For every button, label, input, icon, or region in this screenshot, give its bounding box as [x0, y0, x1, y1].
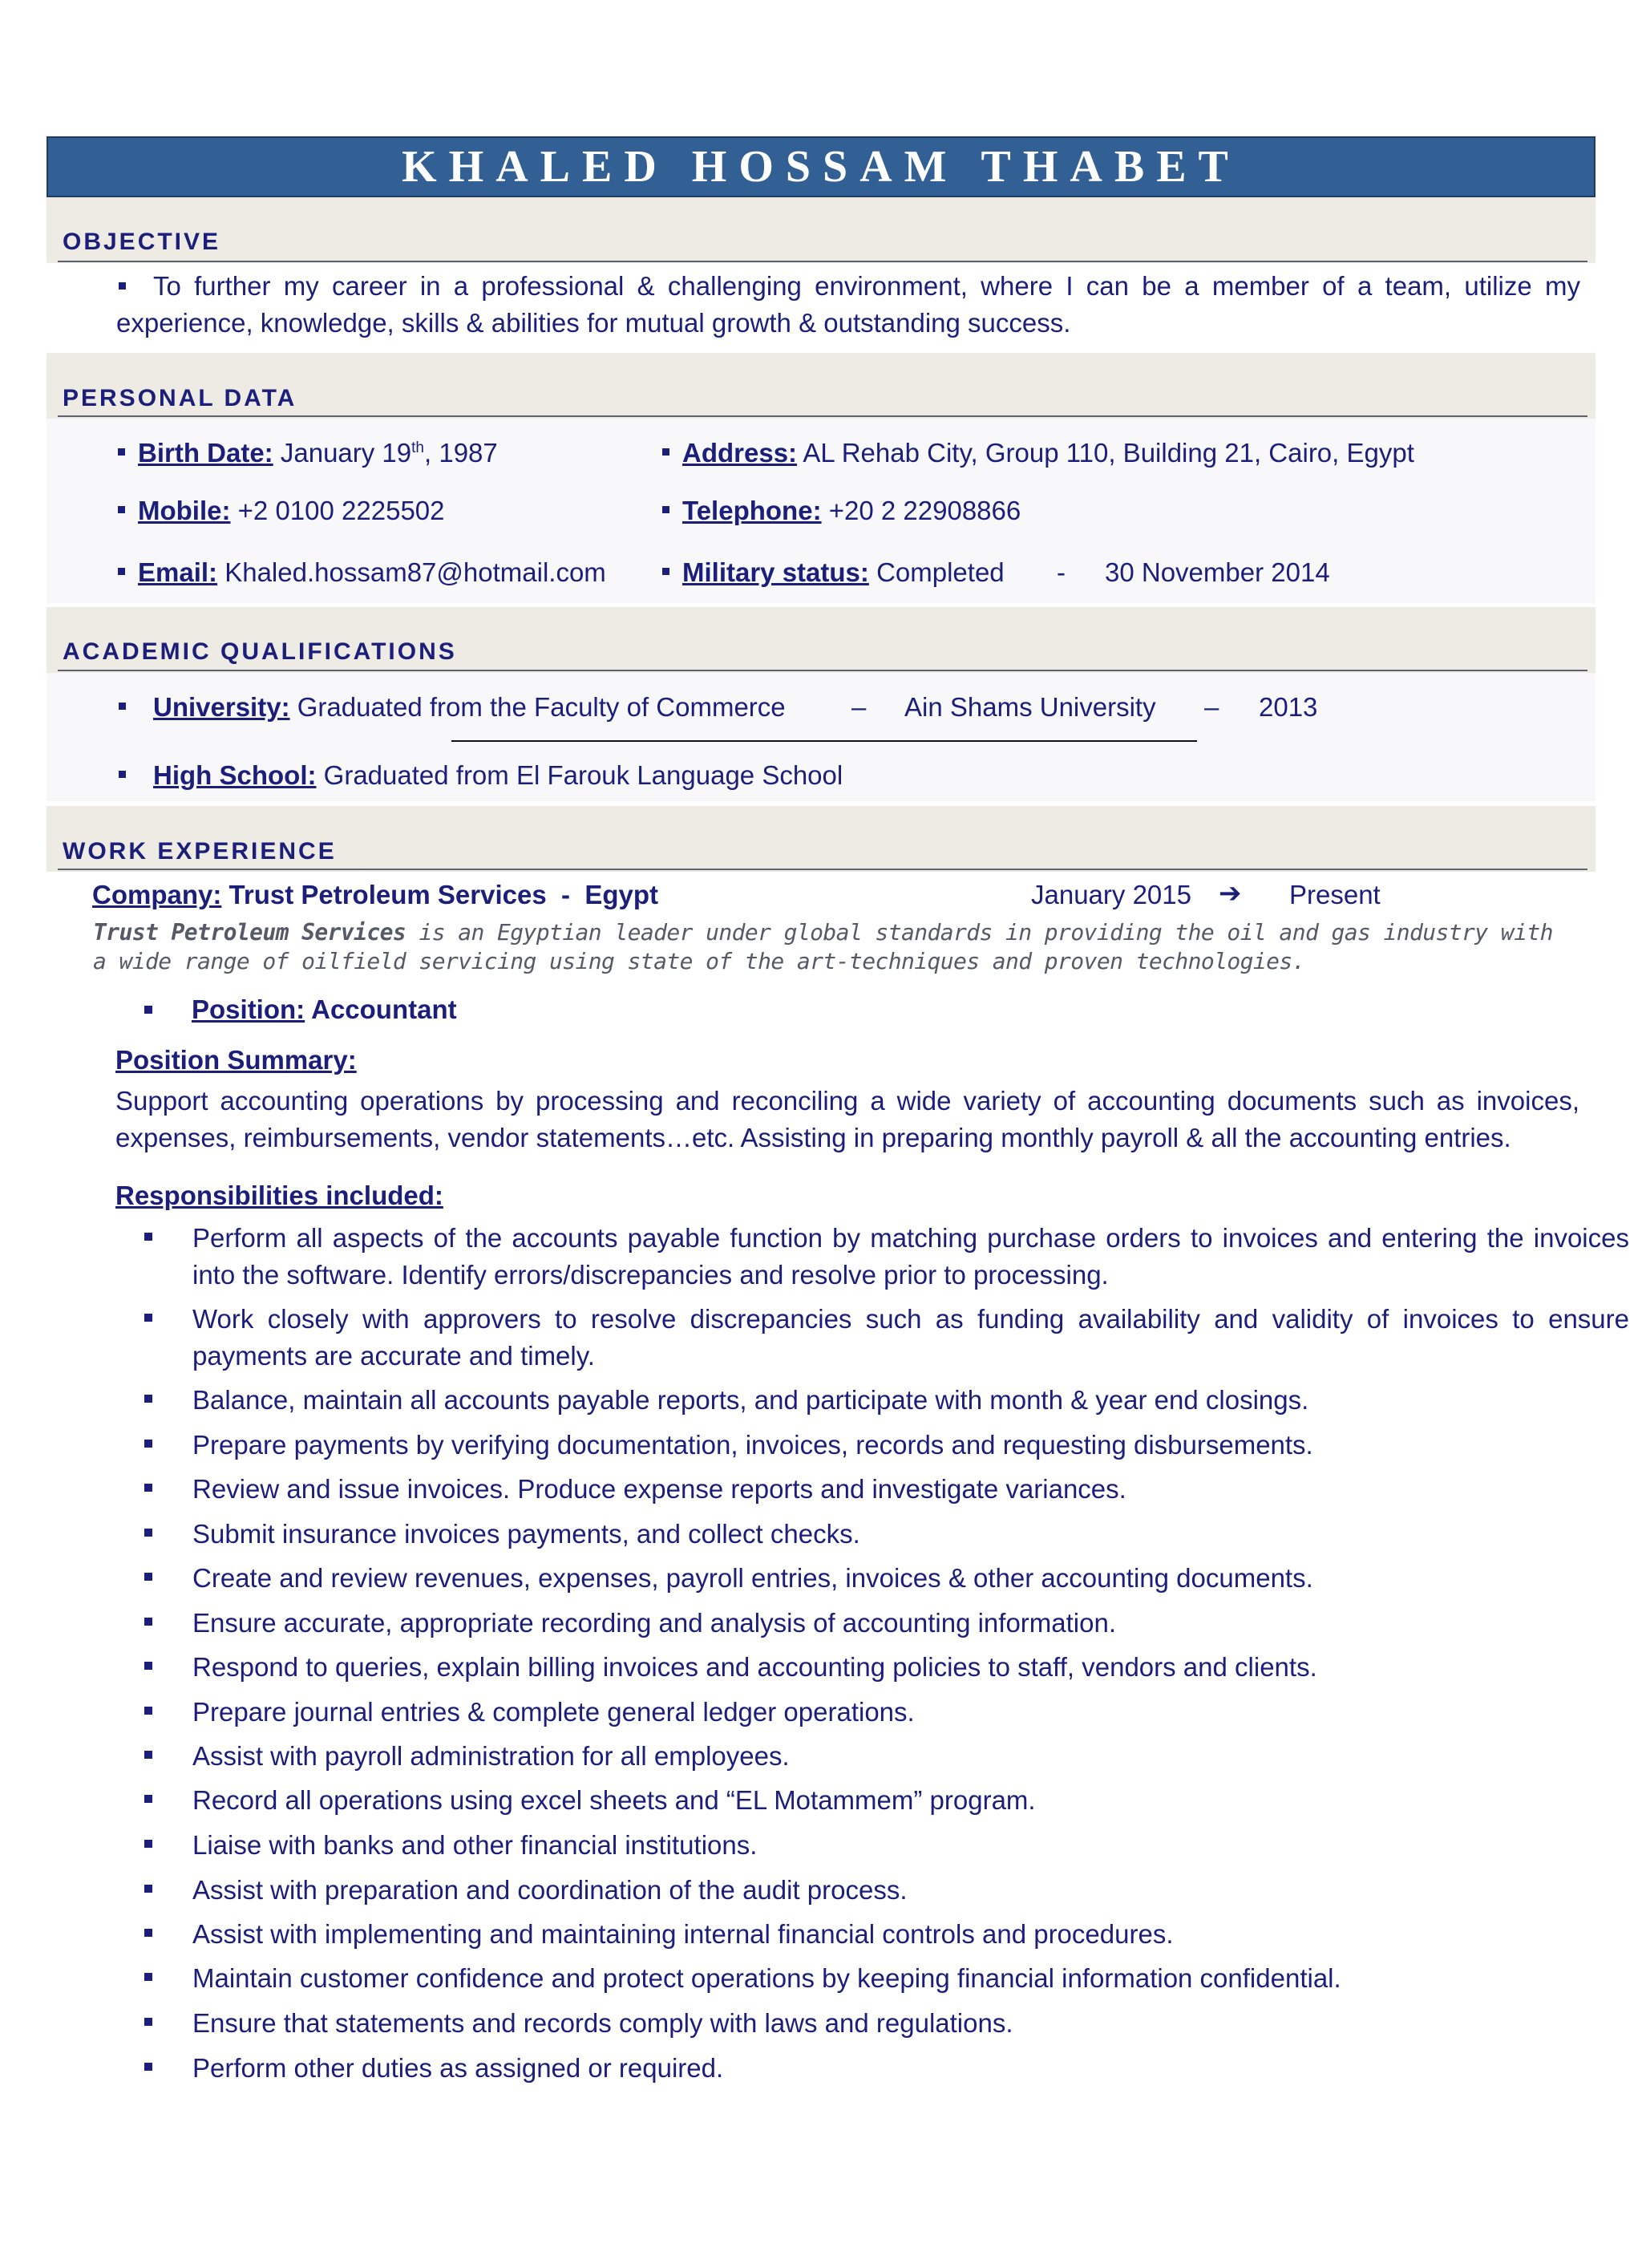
birth-sup: th: [411, 439, 424, 456]
position-label: Position:: [192, 994, 305, 1024]
military-value: Completed: [876, 557, 1005, 587]
responsibility-bullet: [144, 2063, 152, 2071]
responsibility-text: Ensure that statements and records comply with laws and regulations.: [192, 2008, 1013, 2038]
highschool-bullet: [119, 771, 126, 778]
company-value: Trust Petroleum Services - Egypt: [229, 880, 659, 909]
birth-bullet: [118, 448, 125, 456]
responsibility-text: Prepare payments by verifying documentation, invoices, records and requesting disbursements.: [192, 1430, 1313, 1460]
mobile-value: +2 0100 2225502: [237, 496, 445, 525]
responsibility-text: Assist with payroll administration for all employees.: [192, 1741, 790, 1771]
date-end: Present: [1289, 880, 1381, 909]
company-description: [93, 918, 1578, 976]
mobile-bullet: [118, 506, 125, 513]
university-bullet: [119, 703, 126, 710]
email-label: Email:: [138, 557, 218, 587]
mobile-label: Mobile:: [138, 496, 231, 525]
responsibility-bullet: [144, 1795, 152, 1803]
highschool-value: Graduated from El Farouk Language School: [323, 760, 843, 790]
academic-rule: [58, 670, 1587, 671]
high-school: [153, 760, 843, 791]
telephone-value: +20 2 22908866: [828, 496, 1021, 525]
military-status: [682, 557, 1005, 588]
responsibility-text: Perform all aspects of the accounts payable function by matching purchase orders to invoices and entering the invoices into the software. Identify errors/discrepancies and resolve prior to processing.: [192, 1223, 1629, 1290]
university: [153, 692, 786, 723]
work-rule: [58, 869, 1587, 870]
company-desc-bold: Trust Petroleum Services: [93, 919, 406, 946]
university-year: 2013: [1259, 692, 1318, 722]
responsibility-text: Ensure accurate, appropriate recording and analysis of accounting information.: [192, 1608, 1117, 1638]
responsibility-text: Create and review revenues, expenses, payroll entries, invoices & other accounting documents.: [192, 1563, 1313, 1593]
company-desc-rest: is an Egyptian leader under global standards in providing the oil and gas industry with a wide range of oilfield servicing using state of the art-techniques and proven technologies.: [93, 919, 1553, 974]
responsibility-bullet: [144, 1840, 152, 1848]
responsibility-text: Submit insurance invoices payments, and collect checks.: [192, 1519, 860, 1549]
responsibility-bullet: [144, 1751, 152, 1759]
address-value: AL Rehab City, Group 110, Building 21, Cairo, Egypt: [803, 438, 1414, 468]
military-bullet: [662, 568, 669, 575]
responsibility-text: Work closely with approvers to resolve discrepancies such as funding availability and validity of invoices to ensure payments are accurate and timely.: [192, 1304, 1629, 1371]
responsibility-bullet: [144, 1529, 152, 1537]
university-dash-1: –: [851, 692, 867, 722]
responsibility-bullet: [144, 1929, 152, 1937]
email: [138, 557, 606, 588]
birth-value-post: , 1987: [424, 438, 498, 468]
responsibility-bullet: [144, 1662, 152, 1670]
responsibility-bullet: [144, 1573, 152, 1581]
responsibility-text: Maintain customer confidence and protect operations by keeping financial information confidential.: [192, 1963, 1341, 1993]
university-name: Ain Shams University: [904, 692, 1156, 722]
responsibility-bullet: [144, 1973, 152, 1981]
position-value: Accountant: [311, 994, 457, 1024]
telephone-label: Telephone:: [682, 496, 822, 525]
military-label: Military status:: [682, 557, 869, 587]
email-bullet: [118, 568, 125, 575]
address-label: Address:: [682, 438, 798, 468]
responsibilities-heading: Responsibilities included:: [115, 1181, 443, 1210]
arrow-right-icon: ➔: [1219, 878, 1242, 909]
military-separator: -: [1057, 557, 1066, 587]
objective-band: [47, 197, 1595, 263]
responsibility-bullet: [144, 1885, 152, 1893]
responsibility-text: Liaise with banks and other financial institutions.: [192, 1830, 758, 1860]
responsibility-bullet: [144, 1440, 152, 1448]
responsibility-text: Perform other duties as assigned or required.: [192, 2053, 724, 2083]
responsibility-text: Balance, maintain all accounts payable reports, and participate with month & year end closings.: [192, 1385, 1309, 1415]
military-date: 30 November 2014: [1105, 557, 1330, 587]
email-value[interactable]: Khaled.hossam87@hotmail.com: [224, 557, 606, 587]
responsibility-text: Assist with implementing and maintaining internal financial controls and procedures.: [192, 1919, 1174, 1949]
telephone: [682, 496, 1021, 526]
personal-rule: [58, 415, 1587, 417]
university-label: University:: [153, 692, 290, 722]
responsibility-bullet: [144, 1707, 152, 1715]
telephone-bullet: [662, 506, 669, 513]
responsibility-bullet: [144, 2018, 152, 2026]
responsibility-text: Record all operations using excel sheets and “EL Motammem” program.: [192, 1785, 1036, 1815]
university-dash-2: –: [1204, 692, 1219, 722]
birth-date: [138, 438, 498, 468]
objective-text: To further my career in a professional & challenging environment, where I can be a member of a team, utilize my experience, knowledge, skills & abilities for mutual growth & outstanding success.: [116, 271, 1580, 338]
responsibility-bullet: [144, 1484, 152, 1492]
objective-heading: OBJECTIVE: [63, 229, 221, 255]
highschool-label: High School:: [153, 760, 317, 790]
company: [92, 880, 658, 910]
summary-text: Support accounting operations by processing and reconciling a wide variety of accounting documents such as invoices, expenses, reimbursements, vendor statements…etc. Assisting in preparing monthly payroll & all the accounting entries.: [115, 1086, 1579, 1152]
company-label: Company:: [92, 880, 222, 909]
mobile: [138, 496, 445, 526]
name-header: [47, 136, 1595, 197]
birth-value-pre: January 19: [280, 438, 412, 468]
responsibility-bullet: [144, 1395, 152, 1403]
position: [192, 994, 457, 1025]
responsibility-bullet: [144, 1314, 152, 1322]
responsibility-text: Assist with preparation and coordination of the audit process.: [192, 1875, 908, 1905]
summary-heading: Position Summary:: [115, 1045, 357, 1075]
responsibility-bullet: [144, 1618, 152, 1626]
responsibility-text: Respond to queries, explain billing invoices and accounting policies to staff, vendors and clients.: [192, 1652, 1317, 1682]
objective-rule: [58, 261, 1587, 262]
responsibility-text: Prepare journal entries & complete general ledger operations.: [192, 1697, 915, 1727]
birth-label: Birth Date:: [138, 438, 273, 468]
responsibility-bullet: [144, 1233, 152, 1241]
position-bullet: [144, 1006, 152, 1014]
work-heading: WORK EXPERIENCE: [63, 838, 337, 865]
university-underline: [451, 740, 1197, 742]
address: [682, 438, 1414, 468]
address-bullet: [662, 448, 669, 456]
university-value: Graduated from the Faculty of Commerce: [297, 692, 786, 722]
responsibility-text: Review and issue invoices. Produce expense reports and investigate variances.: [192, 1474, 1126, 1504]
full-name: KHALED HOSSAM THABET: [402, 142, 1240, 192]
personal-heading: PERSONAL DATA: [63, 385, 297, 411]
date-start: January 2015: [1031, 880, 1191, 909]
academic-heading: ACADEMIC QUALIFICATIONS: [63, 638, 457, 665]
